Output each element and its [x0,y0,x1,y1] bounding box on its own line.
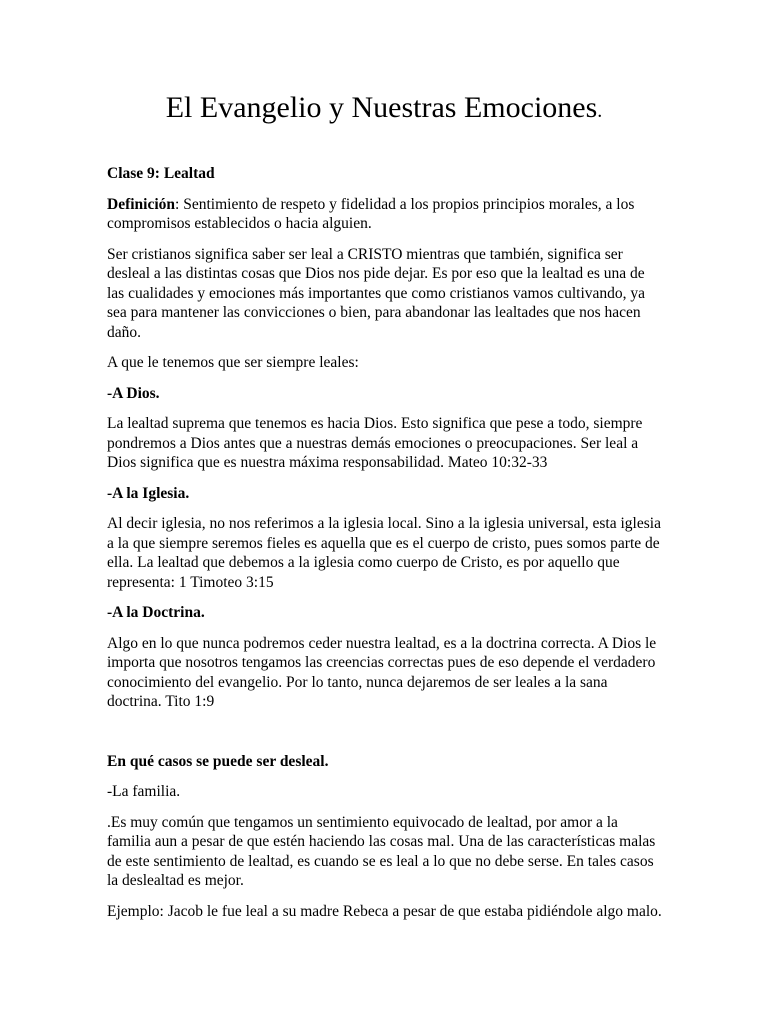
family-text: .Es muy común que tengamos un sentimiento equivocado de lealtad, por amor a la familia aun a pesar de que estén haciendo las cosas mal. Una de las características malas de este sentimiento de lealtad, es cuando se es leal a lo que no debe serse. En tales casos la deslealtad es mejor. [107,813,656,889]
section-text-church: Al decir iglesia, no nos referimos a la iglesia local. Sino a la iglesia universal, esta iglesia a la que siempre seremos fieles es aquella que es el cuerpo de cristo, pues somos parte de ella. La lealtad que debemos a la iglesia como cuerpo de Cristo, es por aquello que representa: 1 Timoteo 3:15 [107,515,661,591]
class-heading: Clase 9: Lealtad [107,165,215,182]
document-title [0,88,768,131]
section-heading-doctrine: -A la Doctrina. [107,604,205,621]
intro-paragraph: Ser cristianos significa saber ser leal a CRISTO mientras que también, significa ser desleal a las distintas cosas que Dios nos pide dejar. Es por eso que la lealtad es una de las cualidades y emociones más importantes que como cristianos vamos cultivando, ya sea para mantener las convicciones o bien, para abandonar las lealtades que nos hacen daño. [107,245,646,341]
definition-label: Definición [107,195,176,213]
definition-paragraph [107,195,663,234]
example-text: Ejemplo: Jacob le fue leal a su madre Rebeca a pesar de que estaba pidiéndole algo malo. [107,902,662,920]
section-heading-church: -A la Iglesia. [107,484,190,502]
definition-text: : Sentimiento de respeto y fidelidad a los propios principios morales, a los compromisos establecidos o hacia alguien. [107,195,635,232]
section-heading-god: -A Dios. [107,384,160,402]
document-title-dot: . [597,100,603,122]
section-text-god: La lealtad suprema que tenemos es hacia Dios. Esto significa que pese a todo, siempre pondremos a Dios antes que a nuestras demás emociones o preocupaciones. Ser leal a Dios significa que es nuestra máxima responsabilidad. Mateo 10:32-33 [107,415,643,471]
loyal-to-intro: A que le tenemos que ser siempre leales: [107,354,359,371]
family-label: -La familia. [107,783,181,800]
document-body [107,164,663,932]
disloyal-heading: En qué casos se puede ser desleal. [107,752,329,770]
document-title-text: El Evangelio y Nuestras Emociones [165,91,598,124]
section-spacer [107,723,663,752]
section-text-doctrine: Algo en lo que nunca podremos ceder nuestra lealtad, es a la doctrina correcta. A Dios le importa que nosotros tengamos las creencias correctas pues de eso depende el verdadero conocimiento del evangelio. Por lo tanto, nunca dejaremos de ser leales a la sana doctrina. Tito 1:9 [107,634,657,710]
